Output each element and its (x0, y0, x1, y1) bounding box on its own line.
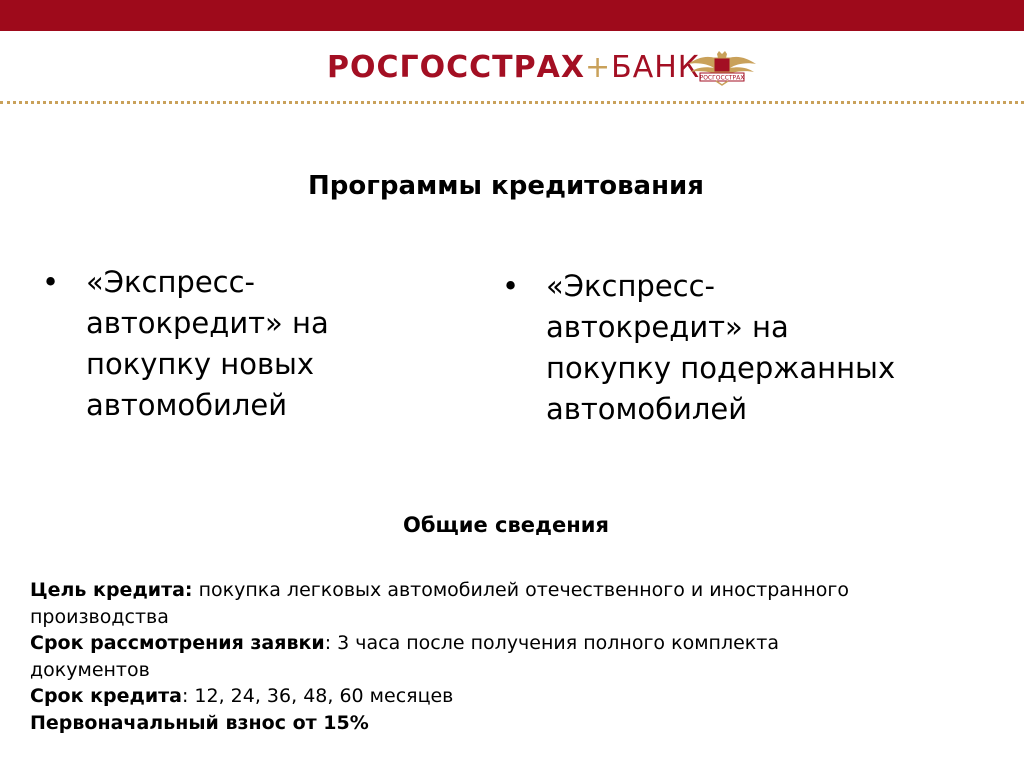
program-item-used-cars (502, 266, 1002, 430)
review-period-line-cont: документов (30, 658, 150, 681)
logo-main-text: РОСГОССТРАХ (327, 50, 585, 85)
program-line: «Экспресс- (86, 265, 256, 299)
program-line: «Экспресс- (546, 269, 716, 303)
program-line: автокредит» на (86, 306, 329, 340)
program-item-new-cars (42, 262, 462, 426)
page-title: Программы кредитования (308, 171, 704, 201)
program-line: автокредит» на (546, 310, 789, 344)
general-info-block (30, 577, 1010, 736)
review-period-value: : 3 часа после получения полного комплекта (324, 632, 779, 654)
loan-term-value: : 12, 24, 36, 48, 60 месяцев (181, 685, 454, 707)
logo-plus-sign: + (584, 50, 612, 85)
bullet-icon: • (42, 265, 60, 299)
header-divider (0, 101, 1024, 104)
top-color-bar (0, 0, 1024, 31)
down-payment-line: Первоначальный взнос от 15% (30, 711, 369, 734)
loan-goal-line (30, 577, 1010, 604)
loan-goal-value: покупка легковых автомобилей отечественного и иностранного (192, 579, 849, 601)
loan-term-line (30, 683, 1010, 710)
program-line: автомобилей (546, 392, 748, 426)
bullet-icon: • (502, 269, 520, 303)
program-line: покупку подержанных (546, 351, 896, 385)
eagle-emblem-icon (686, 50, 758, 86)
general-info-heading: Общие сведения (403, 513, 609, 537)
bank-logo (327, 48, 700, 88)
review-period-label: Срок рассмотрения заявки (30, 632, 325, 654)
loan-term-label: Срок кредита (30, 685, 182, 707)
program-line: автомобилей (86, 388, 288, 422)
review-period-line (30, 630, 1010, 657)
emblem-caption: РОСГОССТРАХ (699, 74, 745, 82)
program-text (546, 266, 1002, 430)
program-text (86, 262, 462, 426)
logo-bank-text: БАНК (611, 50, 701, 85)
header (0, 31, 1024, 103)
loan-goal-line-cont: производства (30, 605, 169, 628)
loan-goal-label: Цель кредита: (30, 579, 193, 601)
program-line: покупку новых (86, 347, 315, 381)
